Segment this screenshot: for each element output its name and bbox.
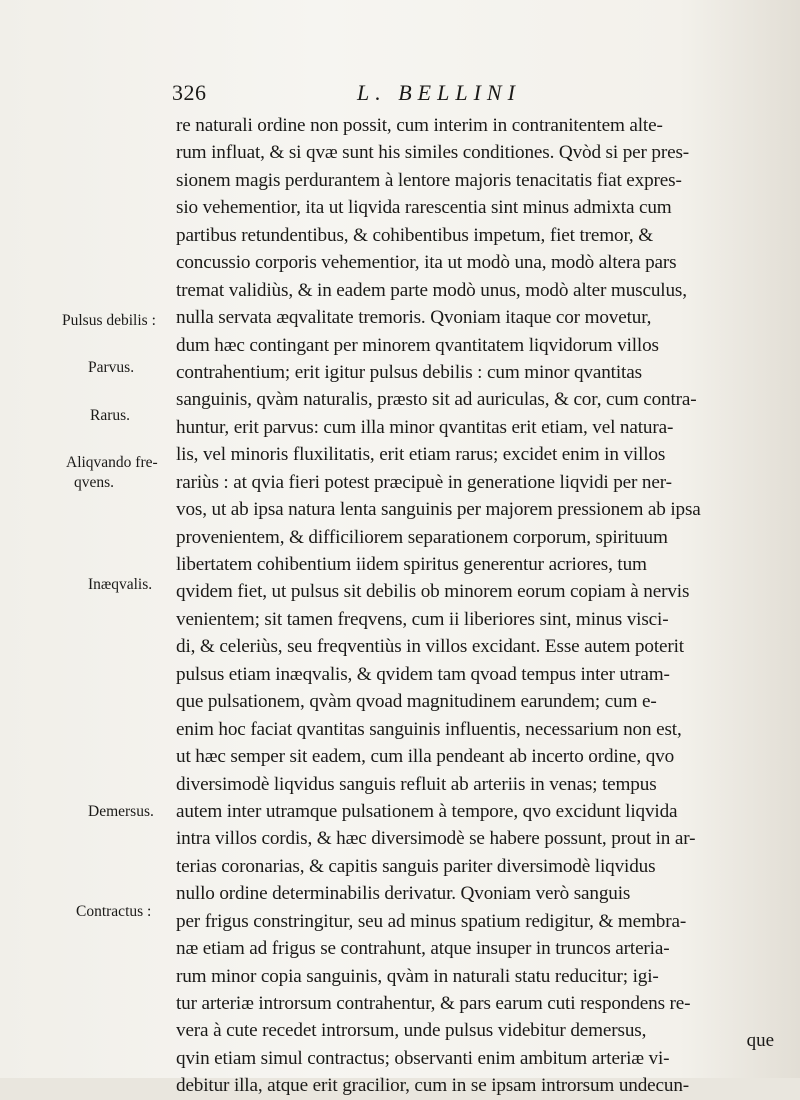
text-line: ut hæc semper sit eadem, cum illa pendeant ab incerto ordine, qvo [176,746,675,768]
text-line: contrahentium; erit igitur pulsus debilis : cum minor qvantitas [176,361,642,383]
text-line: venientem; sit tamen freqvens, cum ii liberiores sint, minus visci- [176,608,669,630]
text-line: qvidem fiet, ut pulsus sit debilis ob minorem eorum copiam à nervis [176,581,690,603]
text-line: enim hoc faciat qvantitas sanguinis influentis, necessarium non est, [176,718,682,740]
running-title: L. BELLINI [357,80,521,105]
text-line: partibus retundentibus, & cohibentibus impetum, fiet tremor, & [176,224,653,246]
text-line: vos, ut ab ipsa natura lenta sanguinis per majorem pressionem ab ipsa [176,499,701,521]
margin-note-rarus: Rarus. [90,407,131,424]
text-line: nulla servata æqvalitate tremoris. Qvoniam itaque cor movetur, [176,307,652,329]
text-line: tur arteriæ introrsum contrahentur, & pars earum cuti respondens re- [176,993,691,1014]
text-line: que pulsationem, qvàm qvoad magnitudinem earundem; cum e- [176,691,657,713]
text-line: sionem magis perdurantem à lentore majoris tenacitatis fiat expres- [176,169,682,191]
margin-note-aliquando-frequens: Aliqvando fre- [66,454,158,471]
text-line: dum hæc contingant per minorem qvantitatem liqvidorum villos [176,334,659,356]
text-line: concussio corporis vehementior, ita ut modò una, modò altera pars [176,252,677,274]
text-line: diversimodè liqvidus sanguis refluit ab arteriis in venas; tempus [176,773,657,795]
body-text [176,112,772,1100]
text-line: autem inter utramque pulsationem à tempore, qvo excidunt liqvida [176,800,678,822]
text-line: rum minor copia sanguinis, qvàm in naturali statu reducitur; igi- [176,965,659,987]
page-number: 326 [172,80,207,105]
text-line: intra villos cordis, & hæc diversimodè se habere possunt, prout in ar- [176,828,696,850]
text-line: qvin etiam simul contractus; observanti enim ambitum arteriæ vi- [176,1047,670,1069]
text-line: nullo ordine determinabilis derivatur. Qvoniam verò sanguis [176,883,631,905]
margin-note-demersus: Demersus. [88,803,154,820]
text-line: vera à cute recedet introrsum, unde pulsus videbitur demersus, [176,1020,647,1042]
text-line: di, & celeriùs, seu freqventiùs in villos excidant. Esse autem poterit [176,636,684,658]
text-line: terias coronarias, & capitis sanguis pariter diversimodè liqvidus [176,855,656,877]
text-line: provenientem, & difficiliorem separationem corporum, spirituum [176,526,668,548]
text-line: sio vehementior, ita ut liqvida rarescentia sint minus admixta cum [176,197,672,219]
text-line: rum influat, & si qvæ sunt his similes conditiones. Qvòd si per pres- [176,142,690,164]
text-line: debitur illa, atque erit gracilior, cum in se ipsam introrsum undecun- [176,1075,690,1097]
text-line: libertatem cohibentium iidem spiritus generentur acriores, tum [176,554,647,575]
text-line: tremat validiùs, & in eadem parte modò unus, modò alter musculus, [176,279,687,301]
margin-note-inaequalis: Inæqvalis. [88,576,153,593]
catchword: que [746,1030,774,1051]
margin-note-aliquando-frequens-cont: qvens. [74,474,115,491]
text-line: huntur, erit parvus: cum illa minor qvantitas erit etiam, vel natura- [176,416,674,438]
running-head [172,80,612,110]
text-line: pulsus etiam inæqvalis, & qvidem tam qvoad tempus inter utram- [176,663,670,685]
text-line: re naturali ordine non possit, cum interim in contranitentem alte- [176,115,663,136]
text-line: lis, vel minoris fluxilitatis, erit etiam rarus; excidet enim in villos [176,444,666,466]
text-line: næ etiam ad frigus se contrahunt, atque insuper in truncos arteria- [176,938,670,960]
margin-note-parvus: Parvus. [88,359,135,376]
margin-note-contractus: Contractus : [76,903,152,920]
text-line: per frigus constringitur, seu ad minus spatium redigitur, & membra- [176,910,687,932]
margin-note-pulsus-debilis: Pulsus debilis : [62,312,156,329]
text-line: rariùs : at qvia fieri potest præcipuè in generatione liqvidi per ner- [176,471,672,493]
text-line: sanguinis, qvàm naturalis, præsto sit ad auriculas, & cor, cum contra- [176,389,697,411]
